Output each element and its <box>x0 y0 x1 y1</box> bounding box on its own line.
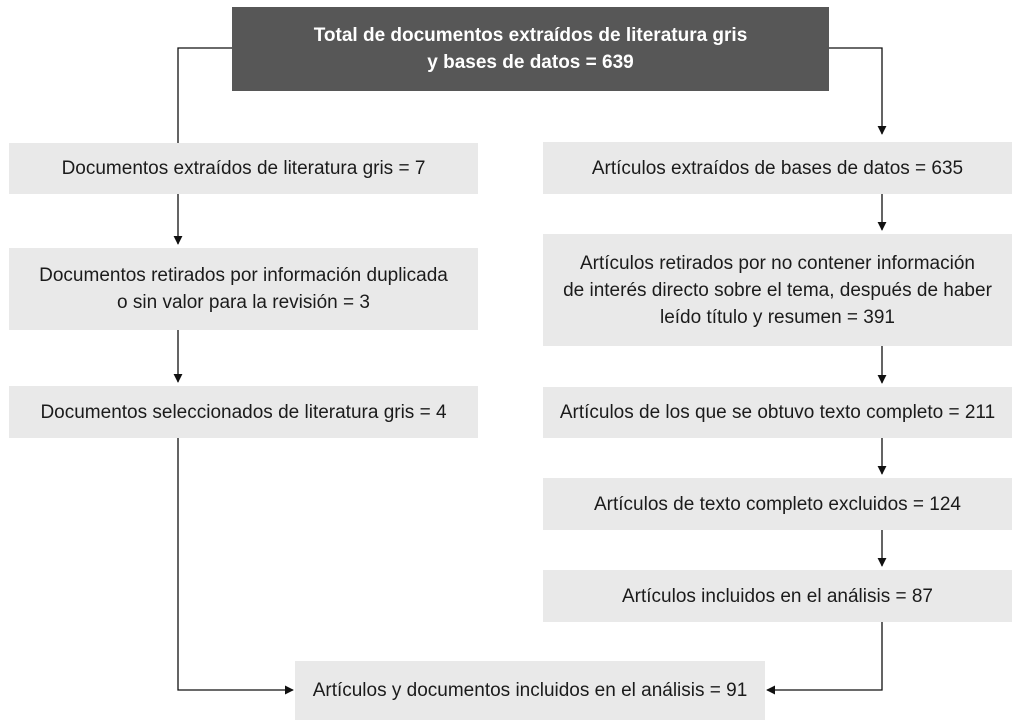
database-articles-removed-box <box>543 234 1012 346</box>
arrow-right-to-final <box>767 622 882 690</box>
articles-included-box <box>543 570 1012 622</box>
database-articles-extracted-label: Artículos extraídos de bases de datos = 635 <box>591 157 964 179</box>
grey-literature-removed-line-2: o sin valor para la revisión = 3 <box>117 292 370 313</box>
grey-literature-removed-line-1: Documentos retirados por información duplicada <box>39 265 448 286</box>
full-text-excluded-label: Artículos de texto completo excluidos = 124 <box>593 493 961 515</box>
final-included-label: Artículos y documentos incluidos en el análisis = 91 <box>312 680 748 701</box>
arrow-top-to-left <box>178 48 232 143</box>
total-line-1: Total de documentos extraídos de literatura gris <box>313 25 748 46</box>
database-articles-removed-line-3: leído título y resumen = 391 <box>659 306 895 328</box>
database-articles-removed-line-2: de interés directo sobre el tema, después de haber <box>563 279 992 301</box>
grey-literature-selected-box <box>9 386 478 438</box>
total-line-2: y bases de datos = 639 <box>427 52 634 73</box>
final-included-box <box>295 661 765 720</box>
grey-literature-extracted-label: Documentos extraídos de literatura gris = 7 <box>61 158 426 179</box>
total-documents-box <box>232 7 829 91</box>
database-articles-removed-line-1: Artículos retirados por no contener información <box>580 252 975 274</box>
articles-included-label: Artículos incluidos en el análisis = 87 <box>621 585 934 607</box>
arrow-left-to-final <box>178 438 293 690</box>
full-text-excluded-box <box>543 478 1012 530</box>
full-text-obtained-box <box>543 387 1012 438</box>
arrow-top-to-right <box>829 48 882 134</box>
database-articles-extracted-box <box>543 142 1012 194</box>
grey-literature-removed-box <box>9 248 478 330</box>
full-text-obtained-label: Artículos de los que se obtuvo texto completo = 211 <box>559 402 996 423</box>
grey-literature-extracted-box <box>9 143 478 194</box>
grey-literature-selected-label: Documentos seleccionados de literatura gris = 4 <box>40 401 447 423</box>
